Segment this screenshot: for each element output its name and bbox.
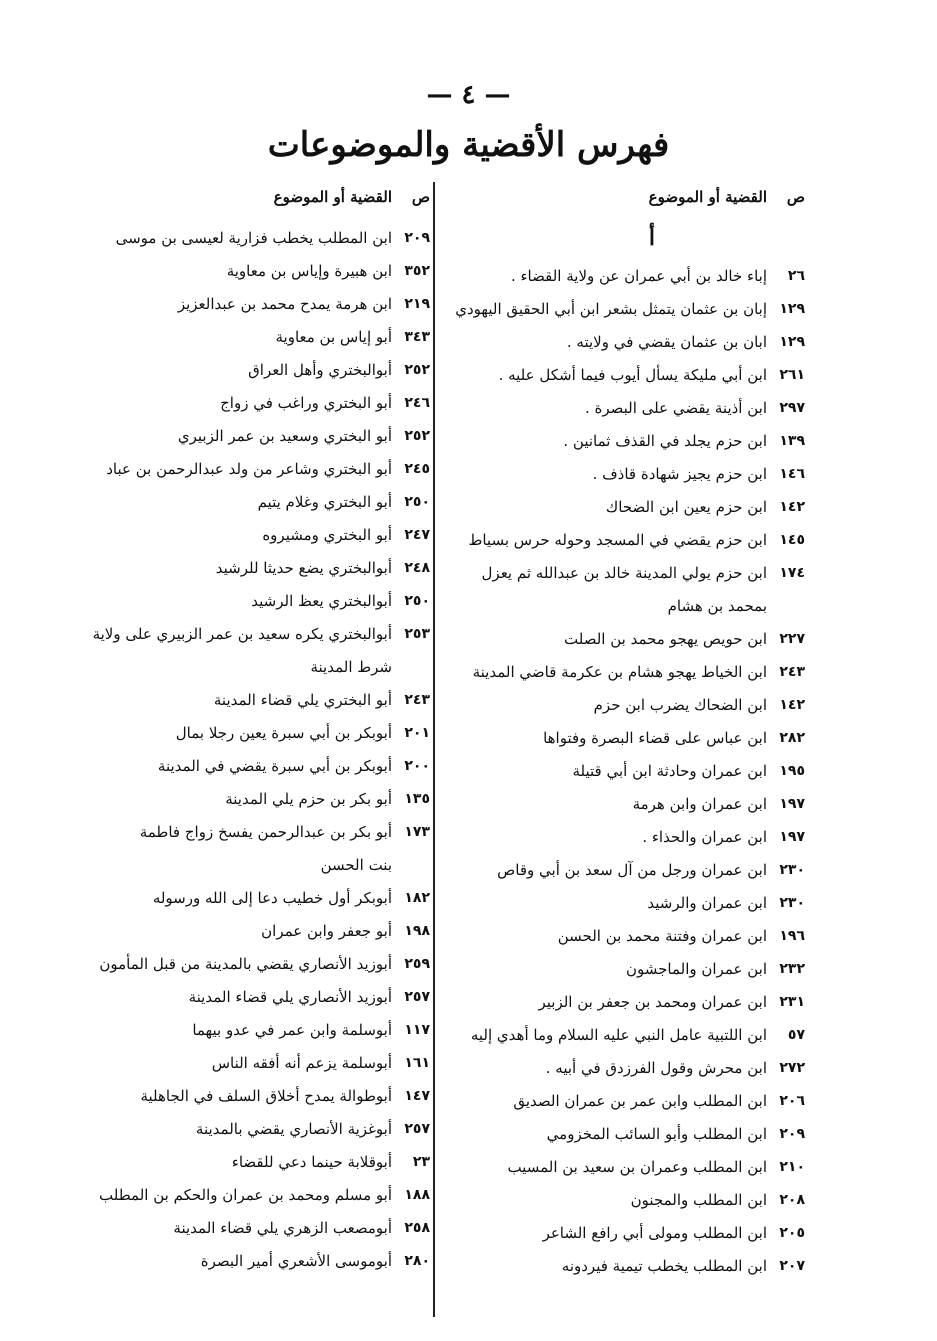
entry-topic-text: أبوبكر أول خطيب دعا إلى الله ورسوله [152,889,392,907]
index-entry [445,326,805,359]
entry-topic [70,255,392,288]
entry-topic-text: أبو بكر بن حزم يلي المدينة [225,790,392,808]
index-entry [445,854,805,887]
entry-page-number: ٢٣٠ [779,895,805,911]
entry-page-number: ٢٨٢ [779,730,805,746]
entry-topic [70,1212,392,1245]
index-entry [445,986,805,1019]
entry-page-number: ٢٥٠ [404,494,430,510]
entry-topic-text: أبوبكر بن أبي سبرة يعين رجلا بمال [175,724,392,742]
header-page-label: ص [411,188,430,206]
entry-topic-text: ابن عمران ومحمد بن جعفر بن الزبير [538,993,767,1011]
entry-page-number: ٣٤٣ [404,329,430,345]
entry-topic [70,585,392,618]
entry-page-number: ٢٥٣ [404,626,430,642]
entry-topic-text: أبو البختري وشاعر من ولد عبدالرحمن بن عباد [106,460,392,478]
entry-topic-text: ابن عمران والماجشون [625,960,767,978]
index-entry [445,689,805,722]
header-page-label: ص [786,188,805,206]
entry-page-number: ١٤٦ [779,466,805,482]
entry-topic-text: إبان بن عثمان يتمثل بشعر ابن أبي الحقيق اليهودي [455,300,767,318]
header-topic-label: القضية أو الموضوع [273,188,392,206]
entry-topic-text: ابن المطلب يخطب فزارية لعيسى بن موسى [115,229,392,247]
entry-page-number: ١٢٩ [779,301,805,317]
entry-topic [445,524,767,557]
entry-topic [445,821,767,854]
entry-topic-text: ابن المطلب ومولى أبي رافع الشاعر [542,1224,767,1242]
index-entry [445,1184,805,1217]
entry-topic-text: أبو إياس بن معاوية [275,328,392,346]
entry-topic-text: ابن محرش وقول الفرزدق في أبيه . [545,1059,767,1077]
entry-topic [70,552,392,585]
entry-topic [445,656,767,689]
entry-page-number: ١٩٥ [779,763,805,779]
entry-topic [445,359,767,392]
entry-page-number: ٢٨٠ [404,1253,430,1269]
index-entry [70,288,430,321]
entry-topic [445,1184,767,1217]
entry-topic [70,1014,392,1047]
column-header [445,178,805,216]
entry-page-number: ٢٤٨ [404,560,430,576]
entry-page-number: ٢٠٥ [779,1225,805,1241]
entry-page-number: ١٦١ [404,1055,430,1071]
entry-topic-text: أبوالبختري يضع حديثا للرشيد [215,559,392,577]
entry-topic [445,458,767,491]
index-entry [445,524,805,557]
entry-topic [70,684,392,717]
entry-page-number: ١٨٢ [404,890,430,906]
entry-topic-text: أبو جعفر وابن عمران [261,922,392,940]
entry-page-number: ٢٣١ [779,994,805,1010]
entry-topic-text: ابن المطلب وعمران بن سعيد بن المسيب [507,1158,767,1176]
entry-topic [445,326,767,359]
entry-topic [70,1146,392,1179]
index-entry [70,552,430,585]
entry-topic-text: ابن حزم يقضي في المسجد وحوله حرس بسياط [468,531,767,549]
index-entry [70,717,430,750]
entry-topic [70,486,392,519]
entry-topic-text: أبوزيد الأنصاري يلي قضاء المدينة [188,988,392,1006]
entry-topic [70,321,392,354]
entry-topic [445,788,767,821]
index-entry [70,1179,430,1212]
index-entry [445,1250,805,1283]
entry-page-number: ١٧٤ [779,565,805,581]
index-entry [445,1118,805,1151]
entry-topic-text: ابان بن عثمان يقضي في ولايته . [566,333,767,351]
entry-page-number: ٢٠٩ [404,230,430,246]
index-entry [70,948,430,981]
entry-topic-text: ابن هرمة يمدح محمد بن عبدالعزيز [177,295,392,313]
entry-page-number: ١٤٥ [779,532,805,548]
index-entry [70,1080,430,1113]
index-entry [70,816,430,882]
index-entry [70,684,430,717]
page-title: فهرس الأقضية والموضوعات [267,125,670,165]
entry-topic [445,557,767,623]
entry-topic-text: أبو البختري وسعيد بن عمر الزبيري [177,427,392,445]
entry-topic-text: ابن المطلب وابن عمر بن عمران الصديق [513,1092,767,1110]
index-entry [70,1047,430,1080]
entry-topic [445,1151,767,1184]
index-entry [445,953,805,986]
entry-topic-text: ابن حزم يولي المدينة خالد بن عبدالله ثم يعزل [481,564,767,582]
entry-topic-text: أبو البختري وراغب في زواج [220,394,392,412]
entry-topic-text: أبوالبختري يكره سعيد بن عمر الزبيري على ولاية [92,625,392,643]
index-entry [70,915,430,948]
index-entry [70,486,430,519]
entry-topic-text: ابن عمران ورجل من آل سعد بن أبي وقاص [497,861,767,879]
entry-topic-text: أبومصعب الزهري يلي قضاء المدينة [173,1219,392,1237]
entry-page-number: ١٩٧ [779,796,805,812]
entry-topic [445,953,767,986]
entry-page-number: ٢١٠ [779,1159,805,1175]
entry-page-number: ٢١٩ [404,296,430,312]
entry-topic-text: أبوبكر بن أبي سبرة يقضي في المدينة [157,757,392,775]
entry-topic [70,387,392,420]
entry-topic [445,1217,767,1250]
entry-page-number: ٢٠١ [404,725,430,741]
entry-topic [445,260,767,293]
entry-page-number: ٢٠٦ [779,1093,805,1109]
entry-topic-text: ابن حزم يجلد في القذف ثمانين . [563,432,767,450]
entry-page-number: ٢٩٧ [779,400,805,416]
index-entry [445,1151,805,1184]
entry-topic-text: ابن حزم يعين ابن الضحاك [605,498,767,516]
entry-topic [70,519,392,552]
index-entry [445,458,805,491]
entry-topic [445,293,767,326]
entry-page-number: ١٧٣ [404,824,430,840]
index-entry [70,783,430,816]
entry-page-number: ١٩٨ [404,923,430,939]
entry-topic [70,453,392,486]
index-entry [70,585,430,618]
index-entry [70,1014,430,1047]
entry-topic-text: ابن الضحاك يضرب ابن حزم [593,696,767,714]
entry-page-number: ١٣٩ [779,433,805,449]
entry-topic-text: أبوغزية الأنصاري يقضي بالمدينة [195,1120,392,1138]
entry-topic-text: ابن أذينة يقضي على البصرة . [584,399,767,417]
entry-topic-text: أبوسلمة وابن عمر في عدو بيهما [192,1021,392,1039]
entry-page-number: ٢٥٢ [404,428,430,444]
entry-topic-text: ابن الخياط يهجو هشام بن عكرمة قاضي المدينة [472,663,767,681]
entry-topic-text: ابن حويص يهجو محمد بن الصلت [564,630,767,648]
entry-topic [445,689,767,722]
entry-topic [445,1052,767,1085]
entry-topic [445,854,767,887]
entry-topic [70,1080,392,1113]
entry-topic [70,1047,392,1080]
entry-topic-text: ابن عمران وابن هرمة [632,795,767,813]
entry-topic-text: ابن هبيرة وإياس بن معاوية [226,262,392,280]
entry-topic [70,717,392,750]
entry-topic [70,1113,392,1146]
entry-topic-text: ابن عباس على قضاء البصرة وفتواها [543,729,767,747]
index-entry [70,1113,430,1146]
entry-page-number: ٢٠٩ [779,1126,805,1142]
entry-topic-text: أبوموسى الأشعري أمير البصرة [200,1252,392,1270]
entry-page-number: ٢٧٢ [779,1060,805,1076]
index-entry [70,1146,430,1179]
entry-topic [70,816,392,882]
entry-topic-text: أبوزيد الأنصاري يقضي بالمدينة من قبل المأمون [99,955,392,973]
index-entry [445,1085,805,1118]
entry-topic [445,392,767,425]
entry-topic-text: أبو مسلم ومحمد بن عمران والحكم بن المطلب [99,1186,392,1204]
index-entry [70,750,430,783]
entry-topic-text: أبو بكر بن عبدالرحمن يفسخ زواج فاطمة [139,823,392,841]
entry-topic [445,491,767,524]
entry-topic [445,1085,767,1118]
entry-page-number: ٢٣ [412,1154,430,1170]
index-entry [70,255,430,288]
entry-page-number: ٢٢٧ [779,631,805,647]
index-entry [445,788,805,821]
entry-page-number: ١١٧ [404,1022,430,1038]
entry-topic [70,882,392,915]
index-column-left [70,178,430,1278]
entry-topic [70,783,392,816]
entry-topic [445,1019,767,1052]
entry-topic-continuation: بمحمد بن هشام [667,597,767,615]
index-entry [445,623,805,656]
entry-page-number: ٢٤٥ [404,461,430,477]
entry-topic [445,887,767,920]
entry-page-number: ٢٠٨ [779,1192,805,1208]
entry-page-number: ٢٥٠ [404,593,430,609]
column-header [70,178,430,216]
entry-topic [70,354,392,387]
header-topic-label: القضية أو الموضوع [648,188,767,206]
index-entry [445,491,805,524]
entry-page-number: ٢٠٧ [779,1258,805,1274]
index-entry [445,425,805,458]
entry-page-number: ٣٥٢ [404,263,430,279]
index-entry [70,222,430,255]
index-entry [70,1212,430,1245]
entry-page-number: ٢٤٦ [404,395,430,411]
section-letter: أ [648,225,655,251]
entry-topic-text: ابن المطلب يخطب تيمية فيردونه [561,1257,767,1275]
entry-page-number: ١٩٦ [779,928,805,944]
entry-page-number: ٢٣٠ [779,862,805,878]
entry-topic [445,425,767,458]
index-entry [70,453,430,486]
entry-page-number: ١٤٢ [779,697,805,713]
entry-topic [70,948,392,981]
index-entry [445,1052,805,1085]
index-entry [70,420,430,453]
entry-page-number: ٢٤٣ [779,664,805,680]
entry-topic [70,1179,392,1212]
entry-topic [70,618,392,684]
entry-topic-text: إباء خالد بن أبي عمران عن ولاية القضاء . [510,267,767,285]
index-entry [445,1217,805,1250]
index-entry [70,1245,430,1278]
entry-topic-text: ابن حزم يجيز شهادة قاذف . [592,465,767,483]
entry-topic-text: ابن عمران وحادثة ابن أبي قتيلة [572,762,767,780]
index-entry [445,293,805,326]
entry-topic [70,420,392,453]
entry-topic-text: ابن عمران وفتنة محمد بن الحسن [557,927,767,945]
entry-page-number: ٢٣٢ [779,961,805,977]
index-entry [445,359,805,392]
index-entry [445,1019,805,1052]
entry-topic [445,623,767,656]
entry-topic-text: ابن اللتبية عامل النبي عليه السلام وما أهدي إليه [470,1026,767,1044]
index-column-right [445,178,805,1283]
entry-topic-text: ابن المطلب وأبو السائب المخزومي [546,1125,767,1143]
entry-page-number: ٥٧ [787,1027,805,1043]
entry-topic [70,222,392,255]
entry-topic-text: أبو البختري يلي قضاء المدينة [213,691,392,709]
entry-page-number: ٢٤٧ [404,527,430,543]
entry-topic [445,755,767,788]
index-entry [70,387,430,420]
index-entry [445,887,805,920]
entry-page-number: ٢٥٢ [404,362,430,378]
index-entry [445,722,805,755]
entry-topic [445,1250,767,1283]
entry-topic-text: أبوالبختري وأهل العراق [248,361,392,379]
entry-topic-text: أبو البختري ومشيروه [262,526,392,544]
entry-page-number: ٢٥٩ [404,956,430,972]
entry-topic-text: أبو البختري وغلام يتيم [257,493,392,511]
column-divider [433,182,435,1317]
entry-topic-text: أبوالبختري يعظ الرشيد [251,592,392,610]
entry-page-number: ٢٠٠ [404,758,430,774]
page-number: — ٤ — [426,80,511,110]
index-entry [445,656,805,689]
index-entry [70,981,430,1014]
entry-topic [70,981,392,1014]
index-entry [445,821,805,854]
entry-page-number: ٢٦١ [779,367,805,383]
entry-page-number: ٢٥٧ [404,989,430,1005]
entry-topic-text: أبوسلمة يزعم أنه أفقه الناس [211,1054,392,1072]
entry-page-number: ١٨٨ [404,1187,430,1203]
entry-topic-text: أبوقلابة حينما دعي للقضاء [231,1153,392,1171]
entry-topic [70,750,392,783]
index-entry [445,755,805,788]
entry-page-number: ١٢٩ [779,334,805,350]
index-entry [70,354,430,387]
entry-page-number: ٢٥٨ [404,1220,430,1236]
index-entry [445,392,805,425]
index-entry [445,920,805,953]
index-entry [70,618,430,684]
entry-page-number: ١٤٢ [779,499,805,515]
entry-topic-continuation: بنت الحسن [320,856,392,874]
entry-topic [70,1245,392,1278]
entry-topic [445,1118,767,1151]
entry-page-number: ٢٦ [787,268,805,284]
entry-topic-continuation: شرط المدينة [310,658,392,676]
entry-topic-text: ابن المطلب والمجنون [630,1191,767,1209]
entry-topic [70,915,392,948]
index-entry [70,321,430,354]
entry-topic [70,288,392,321]
entry-page-number: ٢٥٧ [404,1121,430,1137]
index-entry [445,260,805,293]
entry-topic-text: ابن عمران والحذاء . [642,828,767,846]
index-entry [70,882,430,915]
entry-page-number: ٢٤٣ [404,692,430,708]
entry-topic-text: أبوطوالة يمدح أخلاق السلف في الجاهلية [140,1087,392,1105]
entry-topic-text: ابن أبي مليكة يسأل أيوب فيما أشكل عليه . [498,366,767,384]
entry-topic [445,722,767,755]
entry-topic [445,986,767,1019]
entry-topic [445,920,767,953]
entry-page-number: ١٩٧ [779,829,805,845]
entry-page-number: ١٣٥ [404,791,430,807]
entry-topic-text: ابن عمران والرشيد [647,894,767,912]
index-entry [445,557,805,623]
index-entry [70,519,430,552]
entry-page-number: ١٤٧ [404,1088,430,1104]
